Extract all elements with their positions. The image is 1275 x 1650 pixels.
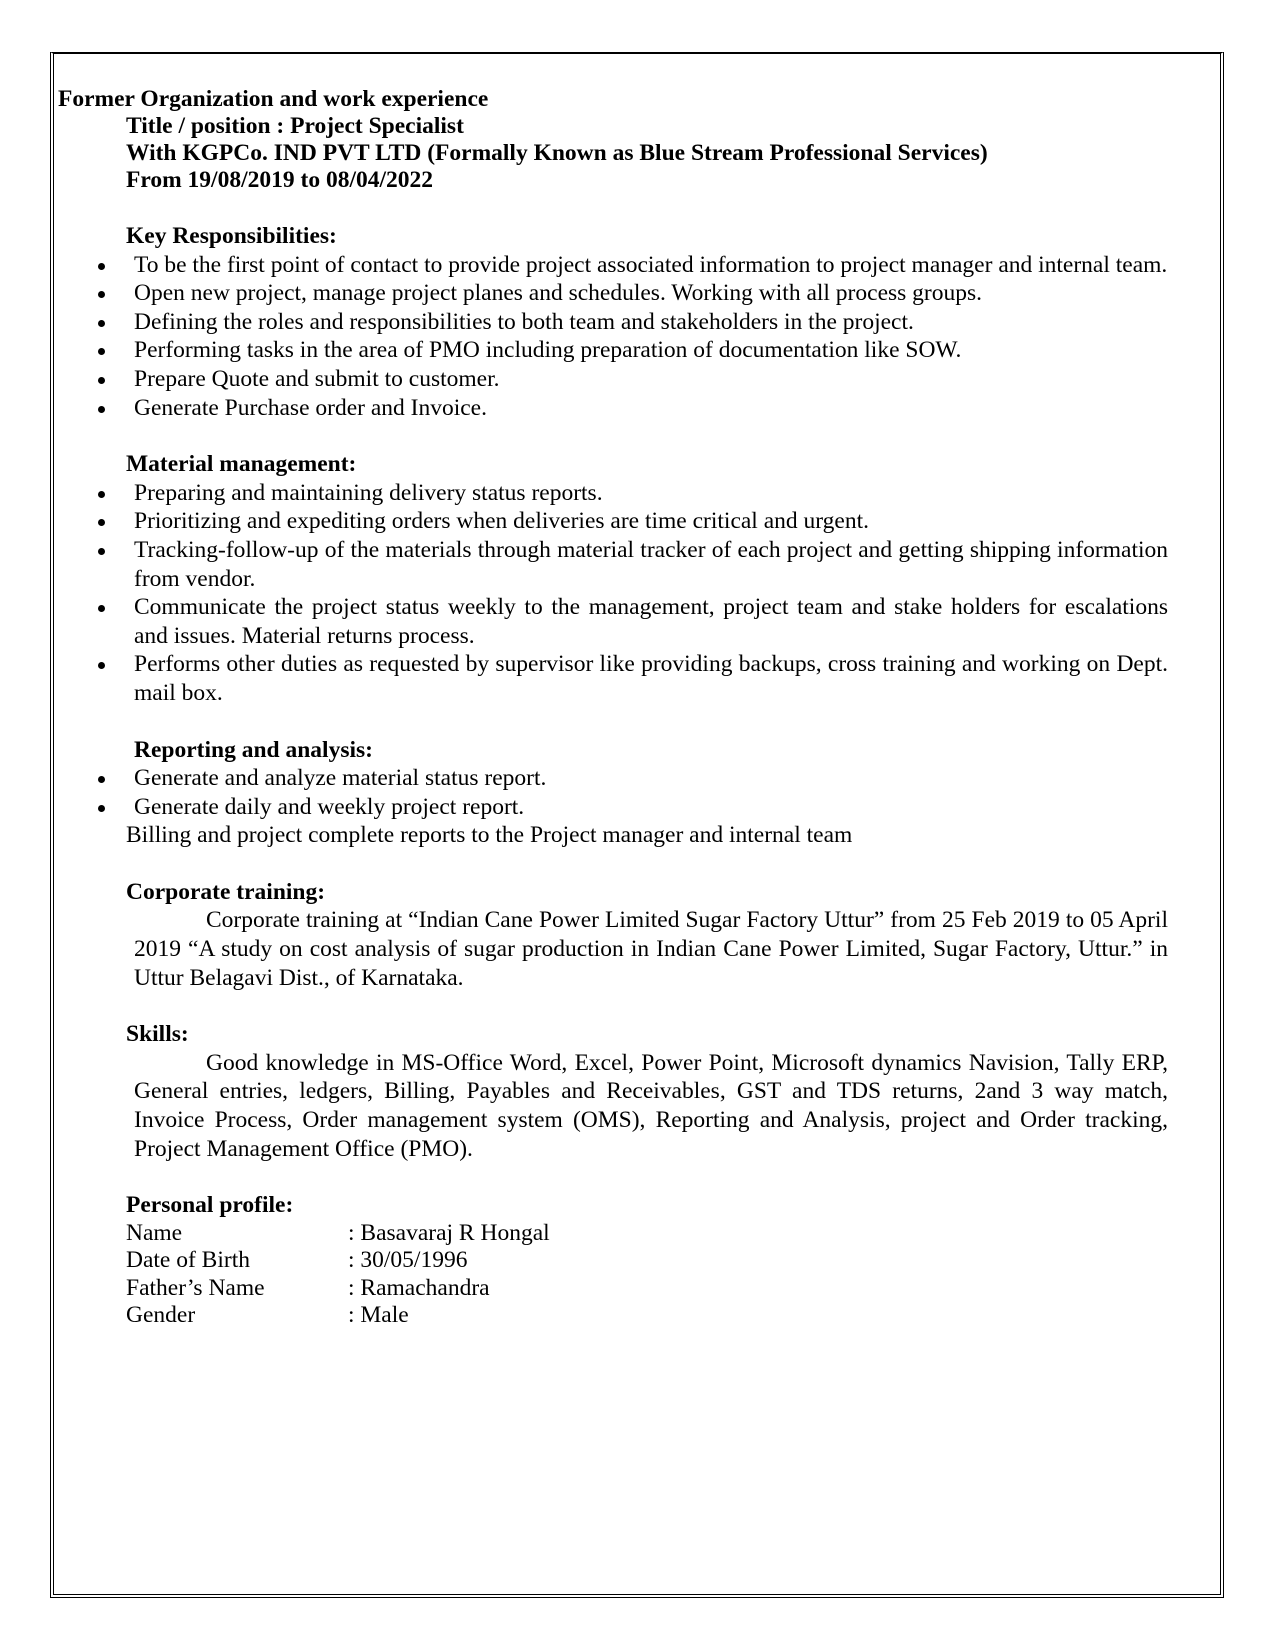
bullet-icon (98, 776, 105, 783)
personal-profile-table (58, 1220, 1216, 1330)
skills-heading: Skills: (126, 1021, 189, 1048)
list-item: Preparing and maintaining delivery status reports. (58, 479, 1168, 508)
profile-row-gender (126, 1302, 1216, 1330)
employment-period: From 19/08/2019 to 08/04/2022 (126, 167, 434, 193)
list-item: To be the first point of contact to provide project associated information to project manager and internal team. (58, 251, 1168, 280)
bullet-icon (98, 406, 105, 413)
bullet-icon (98, 805, 105, 812)
reporting-trailing-line: Billing and project complete reports to the Project manager and internal team (126, 822, 853, 849)
bullet-icon (98, 605, 105, 612)
profile-label: Name (126, 1219, 183, 1246)
profile-label: Gender (126, 1302, 196, 1329)
profile-row-fathers-name (126, 1275, 1216, 1303)
profile-row-date-of-birth (126, 1247, 1216, 1275)
section-title-former-organization: Former Organization and work experience (58, 86, 489, 112)
list-item: Tracking-follow-up of the materials through material tracker of each project and getting shipping information from vendor. (58, 536, 1168, 593)
bullet-icon (98, 662, 105, 669)
bullet-icon (98, 491, 105, 498)
list-item: Prepare Quote and submit to customer. (58, 365, 1168, 394)
profile-label: Date of Birth (126, 1247, 250, 1274)
bullet-icon (98, 291, 105, 298)
list-item: Performing tasks in the area of PMO including preparation of documentation like SOW. (58, 336, 1168, 365)
bullet-icon (98, 320, 105, 327)
personal-profile-heading: Personal profile: (126, 1192, 294, 1219)
list-item: Generate Purchase order and Invoice. (58, 394, 1168, 423)
list-item: Communicate the project status weekly to the management, project team and stake holders for escalations and issues. Material returns process. (58, 593, 1168, 650)
bullet-icon (98, 519, 105, 526)
list-item: Prioritizing and expediting orders when deliveries are time critical and urgent. (58, 507, 1168, 536)
profile-value: : Basavaraj R Hongal (348, 1219, 550, 1246)
list-item: Defining the roles and responsibilities to both team and stakeholders in the project. (58, 308, 1168, 337)
list-item: Generate daily and weekly project report. (58, 793, 1168, 822)
job-title: Title / position : Project Specialist (126, 113, 464, 139)
profile-label: Father’s Name (126, 1274, 265, 1301)
bullet-icon (98, 377, 105, 384)
bullet-icon (98, 548, 105, 555)
list-item: Open new project, manage project planes and schedules. Working with all process groups. (58, 279, 1168, 308)
key-responsibilities-list (58, 251, 1216, 423)
profile-value: : 30/05/1996 (348, 1247, 468, 1274)
skills-text: Good knowledge in MS-Office Word, Excel, Power Point, Microsoft dynamics Navision, Tally ERP, General entries, ledgers, Billing, Payables and Receivables, GST and TDS returns, 2and 3 way match, Invoice Process, Order management system (OMS), Reporting and Analysis, project and Order tracking, Project Management Office (PMO). (134, 1049, 1168, 1162)
corporate-training-heading: Corporate training: (126, 878, 326, 905)
profile-row-name (126, 1220, 1216, 1248)
bullet-icon (98, 263, 105, 270)
list-item: Performs other duties as requested by supervisor like providing backups, cross training and working on Dept. mail box. (58, 650, 1168, 707)
profile-value: : Male (348, 1302, 409, 1329)
bullet-icon (98, 348, 105, 355)
corporate-training-text: Corporate training at “Indian Cane Power Limited Sugar Factory Uttur” from 25 Feb 2019 to 05 April 2019 “A study on cost analysis of sugar production in Indian Cane Power Limited, Sugar Factory, Uttur.” in Uttur Belagavi Dist., of Karnataka. (134, 907, 1168, 991)
key-responsibilities-heading: Key Responsibilities: (126, 223, 337, 249)
reporting-analysis-list (58, 764, 1216, 821)
resume-page (58, 86, 1216, 1330)
company-name: With KGPCo. IND PVT LTD (Formally Known as Blue Stream Professional Services) (126, 140, 988, 166)
material-management-list (58, 479, 1216, 708)
reporting-analysis-heading: Reporting and analysis: (134, 736, 373, 763)
material-management-heading: Material management: (126, 451, 357, 478)
list-item: Generate and analyze material status report. (58, 764, 1168, 793)
profile-value: : Ramachandra (348, 1274, 490, 1301)
